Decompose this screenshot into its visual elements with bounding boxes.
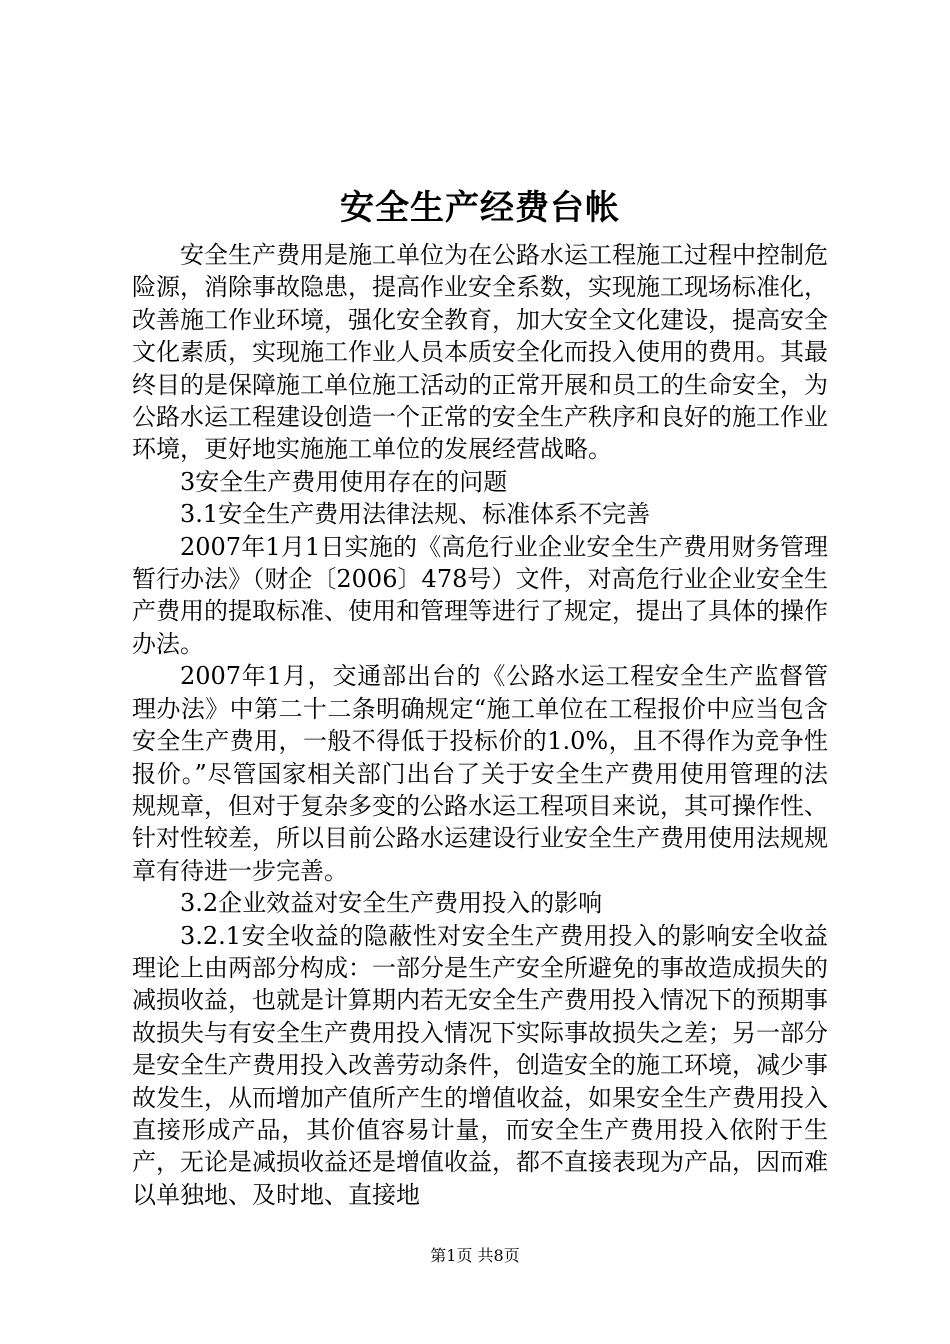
paragraph-regulation-2007-01-01: 2007年1月1日实施的《高危行业企业安全生产费用财务管理暂行办法》（财企〔2006〕478号）文件，对高危行业企业安全生产费用的提取标准、使用和管理等进行了规定，提出了具体的操作办法。	[132, 532, 828, 658]
page-number-footer: 第1页 共8页	[430, 1246, 520, 1265]
section-heading-3-2: 3.2企业效益对安全生产费用投入的影响	[180, 889, 603, 918]
paragraph-3-2-1: 3.2.1安全收益的隐蔽性对安全生产费用投入的影响安全收益理论上由两部分构成：一部分是生产安全所避免的事故造成损失的减损收益，也就是计算期内若无安全生产费用投入情况下的预期事故损失与有安全生产费用投入情况下实际事故损失之差；另一部分是安全生产费用投入改善劳动条件，创造安全的施工环境，减少事故发生，从而增加产值所产生的增值收益，如果安全生产费用投入直接形成产品，其价值容易计量，而安全生产费用投入依附于生产，无论是减损收益还是增值收益，都不直接表现为产品，因而难以单独地、及时地、直接地	[132, 921, 828, 1209]
section-heading-3: 3安全生产费用使用存在的问题	[180, 467, 508, 496]
document-title: 安全生产经费台帐	[340, 188, 620, 228]
document-page	[132, 183, 828, 1211]
paragraph-intro: 安全生产费用是施工单位为在公路水运工程施工过程中控制危险源，消除事故隐患，提高作业安全系数，实现施工现场标准化，改善施工作业环境，强化安全教育，加大安全文化建设，提高安全文化素质，实现施工作业人员本质安全化而投入使用的费用。其最终目的是保障施工单位施工活动的正常开展和员工的生命安全，为公路水运工程建设创造一个正常的安全生产秩序和良好的施工作业环境，更好地实施施工单位的发展经营战略。	[132, 241, 828, 464]
section-heading-3-1: 3.1安全生产费用法律法规、标准体系不完善	[180, 500, 651, 529]
paragraph-regulation-2007-01: 2007年1月，交通部出台的《公路水运工程安全生产监督管理办法》中第二十二条明确规定“施工单位在工程报价中应当包含安全生产费用，一般不得低于投标价的1.0%，且不得作为竞争性报价。”尽管国家相关部门出台了关于安全生产费用使用管理的法规规章，但对于复杂多变的公路水运工程项目来说，其可操作性、针对性较差，所以目前公路水运建设行业安全生产费用使用法规规章有待进一步完善。	[132, 662, 828, 885]
